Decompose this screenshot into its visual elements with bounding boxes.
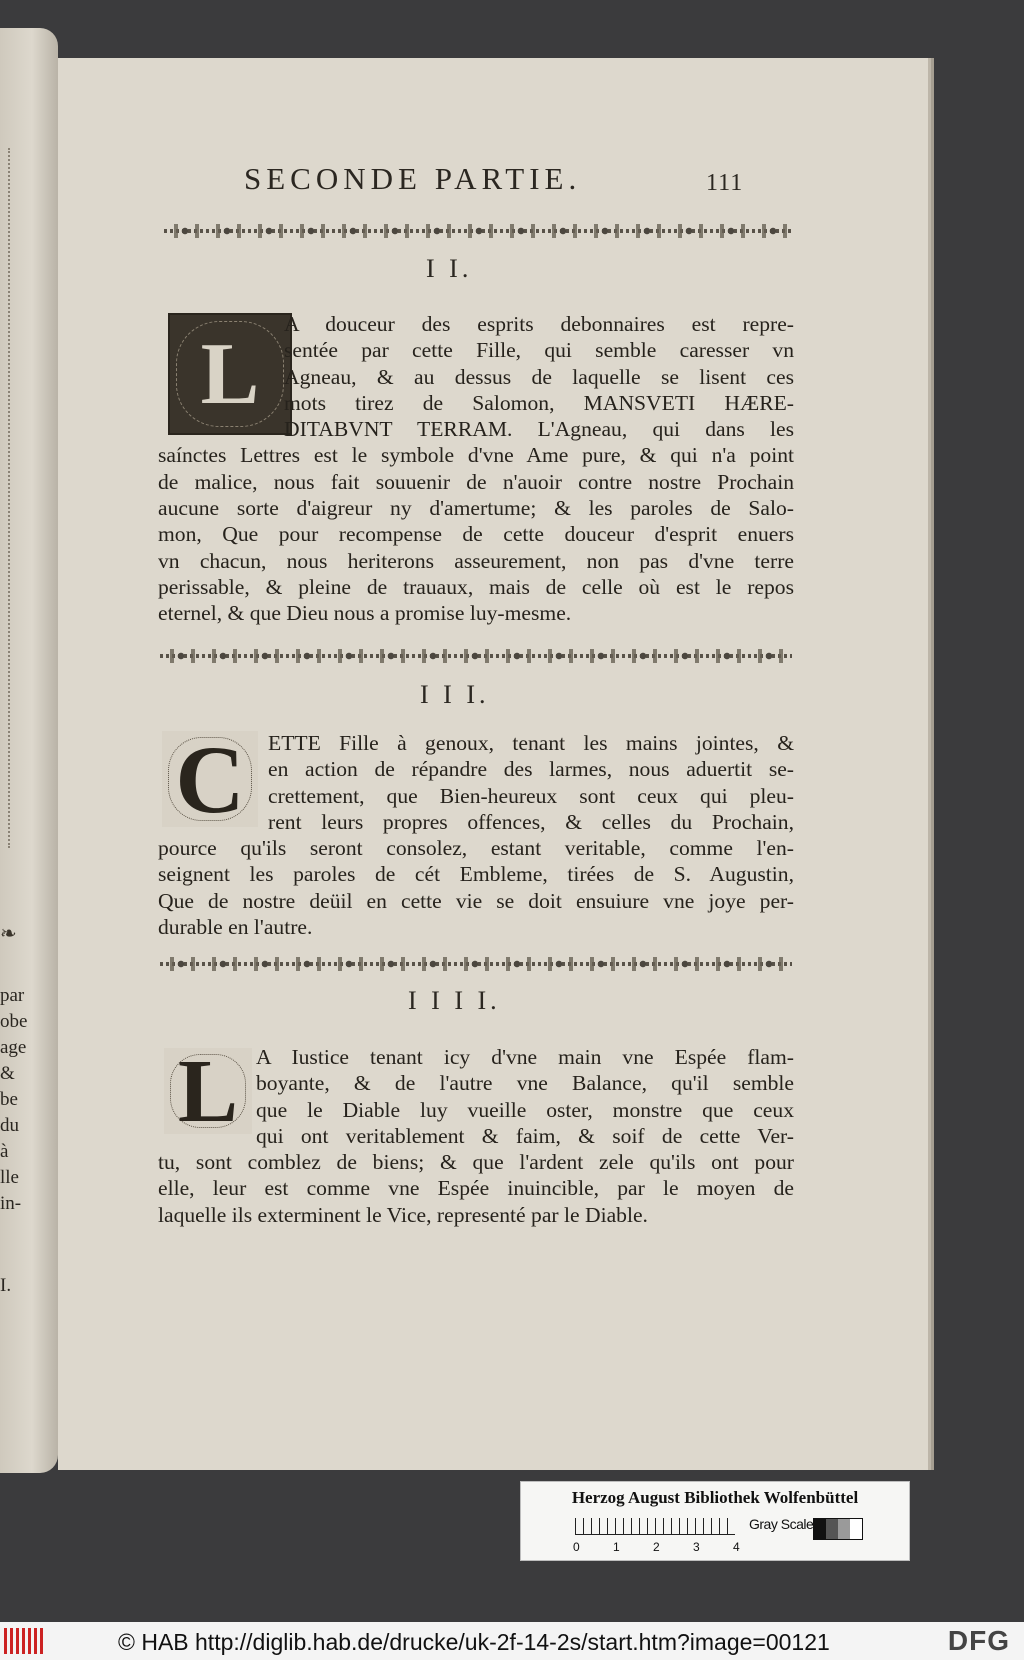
running-header: SECONDE PARTIE. (244, 161, 582, 196)
text-line: Agneau, & au dessus de laquelle se lisent ces (284, 364, 794, 389)
dfg-logo: DFG (947, 1625, 1010, 1656)
drop-cap-initial (162, 725, 258, 833)
page-number: 111 (706, 170, 744, 196)
section-number: I I I. (420, 680, 490, 709)
left-fragment: I. (0, 1275, 12, 1296)
copyright-url[interactable]: © HAB http://diglib.hab.de/drucke/uk-2f-14-2s/start.htm?image=00121 (118, 1629, 830, 1655)
ornament-band (160, 645, 792, 667)
left-fragment: be (0, 1089, 18, 1110)
text-line: rent leurs propres offences, & celles du Prochain, (268, 809, 794, 834)
gray-swatch (838, 1519, 850, 1539)
gray-swatch (814, 1519, 826, 1539)
library-label (520, 1481, 910, 1561)
text-line: durable en l'autre. (158, 915, 313, 940)
gray-swatch (826, 1519, 838, 1539)
text-line: elle, leur est comme vne Espée inuincible, par le moyen de (158, 1176, 794, 1201)
left-fragment: age (0, 1037, 27, 1058)
text-line: crettement, que Bien-heureux sont ceux qui pleu- (268, 783, 794, 808)
text-line: mots tirez de Salomon, MANSVETI HÆRE- (284, 390, 794, 415)
text-line: A douceur des esprits debonnaires est repre- (284, 312, 794, 336)
text-line: aucune sorte d'aigreur ny d'amertume; & les paroles de Salo- (158, 496, 794, 521)
ruler-number: 3 (693, 1540, 700, 1554)
scale-ruler (575, 1518, 735, 1535)
ruler-number: 4 (733, 1540, 740, 1554)
gray-swatch (850, 1519, 862, 1539)
left-fragment: in- (0, 1193, 22, 1214)
text-line: qui ont veritablement & faim, & soif de cette Ver- (256, 1123, 794, 1148)
text-line: laquelle ils exterminent le Vice, representé par le Diable. (158, 1202, 648, 1227)
drop-cap-letter: C (175, 725, 245, 833)
ornament-band (164, 220, 792, 242)
left-page-ornament: ❧ (0, 921, 15, 945)
text-line: seignent les paroles de cét Embleme, tirées de S. Augustin, (158, 862, 794, 887)
text-line: Que de nostre deüil en cette vie se doit ensuiure vne joye per- (158, 888, 794, 913)
left-page-border (0, 148, 10, 848)
left-fragment: obe (0, 1011, 28, 1032)
text-line: mon, Que pour recompense de cette douceur d'esprit enuers (158, 522, 794, 547)
left-fragment: du (0, 1115, 19, 1136)
text-line: ETTE Fille à genoux, tenant les mains jointes, & (268, 731, 794, 755)
text-line: pource qu'ils seront consolez, estant veritable, comme l'en- (158, 836, 794, 861)
text-line: A Iustice tenant icy d'vne main vne Espée flam- (256, 1045, 794, 1069)
text-line: vn chacun, nous heriterons asseurement, non pas d'vne terre (158, 548, 794, 573)
ruler-number: 1 (613, 1540, 620, 1554)
section-number: I I. (426, 254, 473, 283)
section-number: I I I I. (408, 986, 501, 1015)
ornament-band (160, 953, 792, 975)
hab-logo-icon (4, 1628, 44, 1654)
text-line: eternel, & que Dieu nous a promise luy-mesme. (158, 601, 572, 626)
gray-scale-label: Gray Scale (749, 1516, 814, 1532)
drop-cap-letter: L (177, 1041, 239, 1141)
text-line: DITABVNT TERRAM. L'Agneau, qui dans les (284, 417, 794, 442)
footer-bar (0, 1622, 1024, 1660)
text-line: boyante, & de l'autre vne Balance, qu'il semble (256, 1071, 794, 1096)
ruler-number: 2 (653, 1540, 660, 1554)
gray-scale-swatches (813, 1518, 863, 1540)
text-line: tu, sont comblez de biens; & que l'ardent zele qu'ils ont pour (158, 1150, 794, 1175)
page-edge (928, 62, 934, 1464)
text-line: en action de répandre des larmes, nous aduertit se- (268, 757, 794, 782)
left-fragment: à (0, 1141, 9, 1162)
left-fragment: & (0, 1063, 15, 1084)
text-line: de malice, nous fait souuenir de n'auoir contre nostre Prochain (158, 469, 794, 494)
section-text (158, 730, 794, 940)
book-page (58, 58, 928, 1470)
text-line: que le Diable luy vueille oster, monstre que ceux (256, 1097, 794, 1122)
left-fragment: lle (0, 1167, 19, 1188)
library-name: Herzog August Bibliothek Wolfenbüttel (571, 1488, 859, 1507)
section-text (158, 1044, 794, 1228)
left-fragment: par (0, 985, 25, 1006)
text-line: perissable, & pleine de trauaux, mais de celle où est le repos (158, 574, 794, 599)
left-facing-page (0, 28, 58, 1473)
ruler-number: 0 (573, 1540, 580, 1554)
drop-cap-letter: L (200, 325, 260, 423)
text-line: saínctes Lettres est le symbole d'vne Ame pure, & qui n'a point (158, 443, 794, 468)
text-line: sentée par cette Fille, qui semble caresser vn (284, 338, 794, 363)
